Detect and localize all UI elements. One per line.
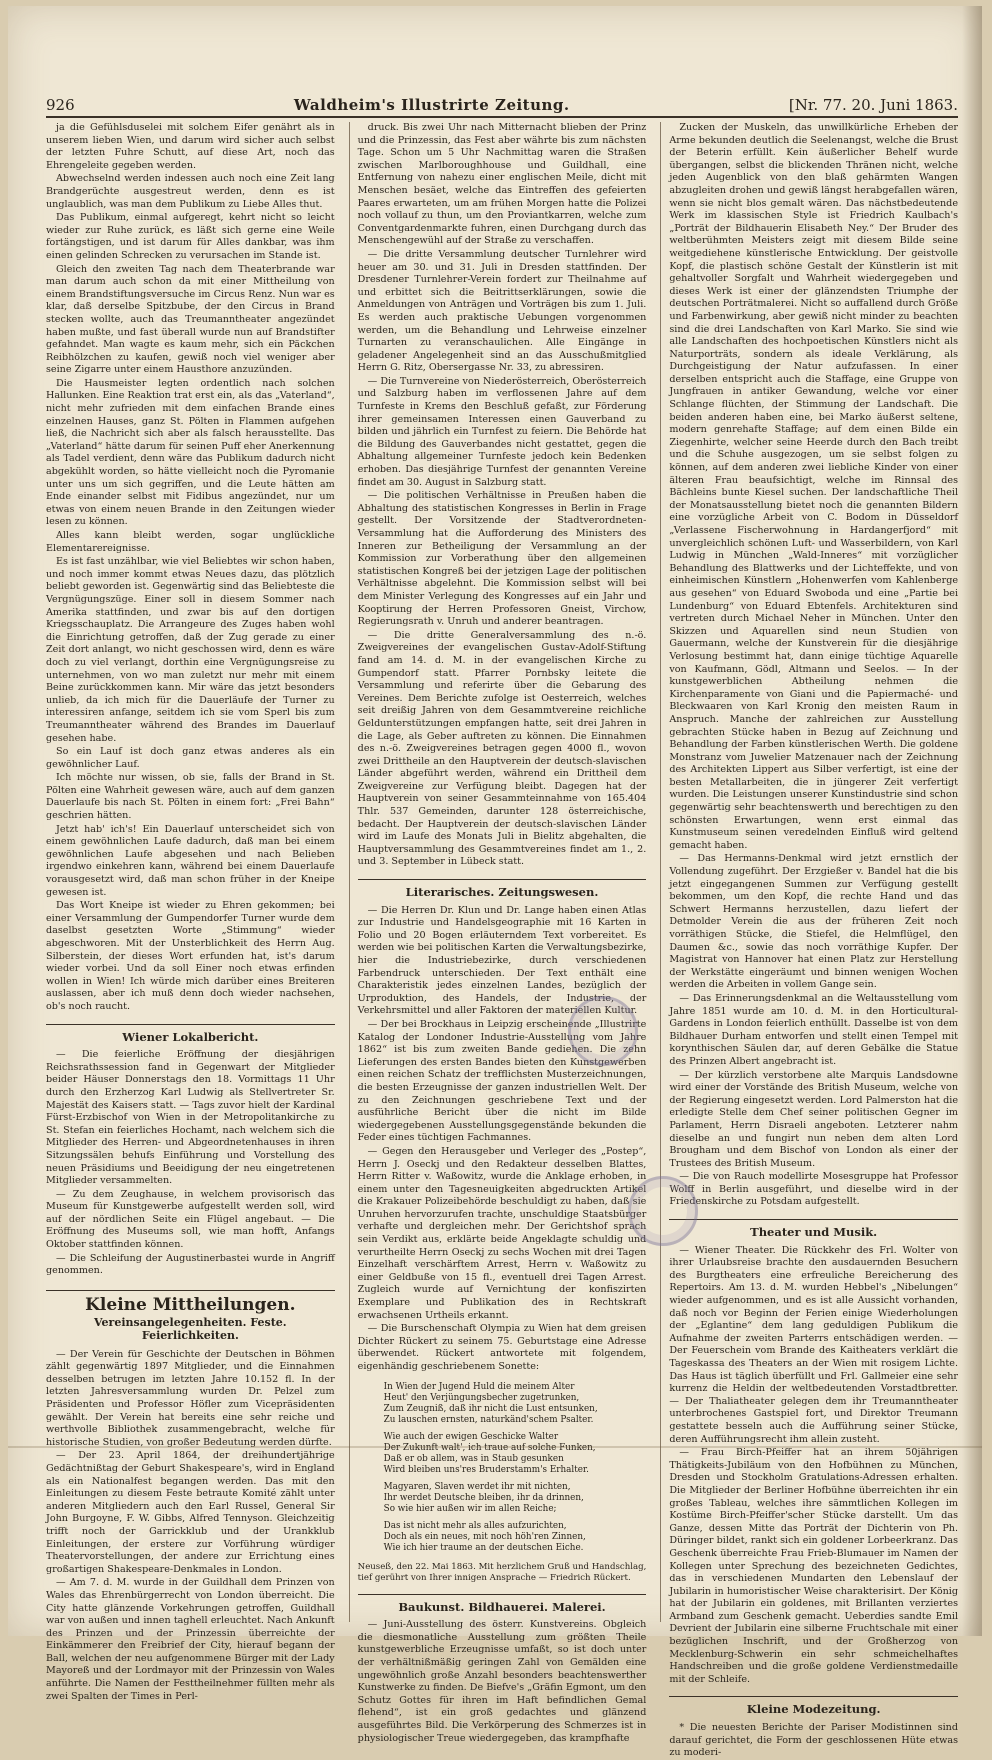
paragraph: Ich möchte nur wissen, ob sie, falls der Brand in St. Pölten eine Wahrheit gewesen wäre, auch auf dem ganzen Dauerlaufe bis nach St. Pölten in einem fort: „Frei Bahn“ geschrien hätten. (46, 772, 335, 822)
paragraph: Abwechselnd werden indessen auch noch eine Zeit lang Brandgerüchte ausgestreut werden, denn es ist unglaublich, was man dem Publikum zu Liebe Alles thut. (46, 173, 335, 210)
paragraph: So ein Lauf ist doch ganz etwas anderes als ein gewöhnlicher Lauf. (46, 746, 335, 770)
page-number: 926 (46, 96, 75, 114)
paragraph: — Die von Rauch modellirte Mosesgruppe hat Professor Wolff in Berlin ausgeführt, und dieselbe wird in der Friedenskirche zu Potsdam aufgestellt. (669, 1171, 959, 1208)
paragraph: — Der bei Brockhaus in Leipzig erscheinende „Illustrirte Katalog der Londoner Industrie-Ausstellung vom Jahre 1862“ ist bis zum zweiten Bande gediehen. Die zehn Lieferungen des ersten Bandes bieten den Kunstgewerben einen reichen Schatz der trefflichsten Musterzeichnungen, die besten Erzeugnisse der ganzen industriellen Welt. Der zu den Zeichnungen geschriebene Text und der ausführliche Bericht über die nicht im Bilde wiedergegebenen Ausstellungsgegenstände bekunden die Feder eines tüchtigen Fachmannes. (357, 1018, 647, 1144)
paragraph: — Das Hermanns-Denkmal wird jetzt ernstlich der Vollendung zugeführt. Der Erzgießer v. Bandel hat die bis jetzt eingegangenen Summen zur Verfügung gestellt bekommen, um den Kopf, die rechte Hand und das Schwert Hermanns herzustellen, dazu liefert der Detmolder Verein die aus der früheren Zeit noch vorräthigen Stücke, die Stiefel, die Helmflügel, den Daumen &c., sowie das noch vorräthige Kupfer. Der Magistrat von Hannover hat einen Platz zur Herstellung der Werkstätte eingeräumt und binnen wenigen Wochen werden die Arbeiten in vollem Gange sein. (669, 853, 959, 991)
paragraph: druck. Bis zwei Uhr nach Mitternacht blieben der Prinz und die Prinzessin, das Fest aber währte bis zum nächsten Tage. Schon um 5 Uhr Nachmittag waren die Straßen zwischen Marlboroughhouse und Guildhall, eine Entfernung von nahezu einer englischen Meile, dicht mit Menschen besäet, welche das Eintreffen des gefeierten Paares erwarteten, um am frühen Morgen hatte die Polizei noch vollauf zu thun, um den Proviantkarren, welche zum Conventgardenmarkte fuhren, einen Durchgang durch das Menschengewühl auf der Straße zu verschaffen. (357, 122, 647, 247)
paragraph: Alles kann bleibt werden, sogar unglückliche Elementarereignisse. (46, 530, 335, 554)
paragraph: — Die Herren Dr. Klun und Dr. Lange haben einen Atlas zur Industrie und Handelsgeographie mit 16 Karten in Folio und 20 Bogen erläuterndem Text vorbereitet. Es werden wie bei politischen Karten die Verwaltungsbezirke, hier die Industriebezirke, durch verschiedenen Farbendruck unterschieden. Der Text enthält eine Charakteristik jedes einzelnen Landes, bezüglich der Urproduktion, des Handels, der Industrie, der Verkehrsmittel und aller Faktoren der materiellen Kultur. (357, 904, 647, 1017)
library-stamp (628, 1176, 698, 1246)
lit-paragraphs (358, 905, 647, 1374)
paragraph: — Der kürzlich verstorbene alte Marquis Landsdowne wird einer der Vorstände des British Museum, welche von der Regierung eingesetzt werden. Lord Palmerston hat die erledigte Stelle dem Chef seiner politischen Gegner im Parlament, Herrn Disraeli angeboten. Letzterer nahm dieselbe an und fungirt nun neben dem alten Lord Brougham und dem Bischof von London als einer der Trustees des British Museum. (669, 1069, 959, 1169)
poem-line: Zu lauschen ernsten, naturkänd'schem Psalter. (383, 1414, 594, 1425)
paragraph: Die Hausmeister legten ordentlich nach solchen Hallunken. Eine Reaktion trat erst ein, als das „Vaterland“, nicht mehr zufrieden mit dem einfachen Brande eines einzelnen Hauses, ganz St. Pölten in Flammen aufgehen ließ, die Nachricht sich aber als falsch herausstellte. Das „Vaterland“ hätte darum für seinen Puff eher Anerkennung als Tadel verdient, denn wäre das Publikum dadurch nicht abgekühlt worden, so hätte vielleicht noch die Pyromanie unter uns um sich gegriffen, und die Leute hätten am Ende einander selbst mit Fidibus angezündet, nur um etwas von einem neuen Brande in den Zeitungen wieder lesen zu können. (46, 377, 335, 528)
paragraph: Gleich den zweiten Tag nach dem Theaterbrande war man darum auch schon da mit einer Mittheilung von einem Brandstiftungsversuche im Circus Renz. Nun war es klar, daß derselbe Spitzbube, der den Circus in Brand stecken wollte, auch das Treumanntheater angezündet haben mußte, und fast überall wurde nun auf Brandstifter gefahndet. Man wagte es kaum mehr, sich ein Päckchen Reibhölzchen zu kaufen, gewiß noch viel weniger aber seine Zigarre unter einem Hausthore anzuzünden. (46, 263, 335, 376)
poem-line: Der Zukunft walt', ich traue auf solche Funken, (383, 1442, 596, 1453)
paragraph: — Juni-Ausstellung des österr. Kunstvereins. Obgleich die diesmonatliche Ausstellung zum größten Theile kunstgewerbliche Erzeugnisse umfaßt, so ist doch unter der verhältnißmäßig geringen Zahl von Gemälden eine ungewöhnlich große Anzahl besonders beachtenswerther Kunstwerke zu finden. De Biefve's „Gräfin Egmont, um den Schutz Gottes für ihren im Haft befindlichen Gemal flehend“, ist ein groß gedachtes und glänzend ausgeführtes Bild. Die Verkörperung des Schmerzes ist in physiologischer Treue wiedergegeben, das krampfhafte (357, 1619, 647, 1744)
col2-paragraphs (358, 122, 647, 869)
section-title-modezeitung: Kleine Modezeitung. (669, 1696, 958, 1716)
paragraph: — Zu dem Zeughause, in welchem provisorisch das Museum für Kunstgewerbe aufgestellt werden soll, wird auf der nördlichen Seite ein Flügel angebaut. — Die Eröffnung des Museums soll, wie man hofft, Anfangs Oktober stattfinden können. (46, 1188, 335, 1251)
paragraph: * Die neuesten Berichte der Pariser Modistinnen sind darauf gerichtet, die Form der geschlossenen Hüte etwas zu moderi- (669, 1722, 959, 1759)
poem-line: Heut' den Verjüngungsbecher zugetrunken, (383, 1392, 580, 1403)
page-edge-shadow (962, 6, 982, 1636)
mode-paragraphs (669, 1722, 958, 1760)
paragraph: Das Publikum, einmal aufgeregt, kehrt nicht so leicht wieder zur Ruhe zurück, es läßt sich gerne eine Weile fortängstigen, und ist darum für Alles dankbar, was ihm einen gelinden Schrecken zu verursachen im Stande ist. (46, 212, 335, 261)
paragraph: — Das Erinnerungsdenkmal an die Weltausstellung vom Jahre 1851 wurde am 10. d. M. in den Horticultural-Gardens in London feierlich enthüllt. Dasselbe ist von dem Bildhauer Durham entworfen und stellt einen Tempel mit korynthischen Säulen dar, auf deren Gebälke die Statue des Prinzen Albert angebracht ist. (669, 992, 959, 1067)
paragraph: — Die Burschenschaft Olympia zu Wien hat dem greisen Dichter Rückert zu seinem 75. Geburtstage eine Adresse überwendet. Rückert antwortete mit folgendem, eigenhändig geschriebenem Sonette: (357, 1323, 647, 1372)
poem-line: In Wien der Jugend Huld die meinem Alter (383, 1381, 575, 1392)
lokal-paragraphs (46, 1049, 335, 1278)
poem-line: Wird bleiben uns'res Bruderstamm's Erhalter. (383, 1464, 589, 1475)
paragraph: — Die Turnvereine von Niederösterreich, Oberösterreich und Salzburg haben im verflossenen Jahre auf dem Turnfeste in Krems den Beschluß gefaßt, zur Förderung ihrer gemeinsamen Interessen einen Gauverband zu bilden und jährlich ein Turnfest zu feiern. Die Behörde hat die Bildung des Gauverbandes nicht gestattet, gegen die Abhaltung allgemeiner Turnfeste jedoch kein Bedenken erhoben. Das diesjährige Turnfest der genannten Vereine findet am 30. August in Salzburg statt. (357, 375, 647, 488)
theater-paragraphs (669, 1245, 958, 1687)
poem-line: Daß er ob allem, was in Staub gesunken (383, 1453, 564, 1464)
paper-fold-line (8, 1446, 982, 1448)
newspaper-page (8, 6, 982, 1759)
masthead: Waldheim's Illustrirte Zeitung. (293, 96, 570, 114)
page-header (46, 88, 958, 118)
paragraph: — Die feierliche Eröffnung der diesjährigen Reichsrathssession fand in Gegenwart der Mitglieder beider Häuser Donnerstags den 18. Vormittags 11 Uhr durch den Erzherzog Karl Ludwig als Stellvertreter Sr. Majestät des Kaisers statt. — Tags zuvor hielt der Kardinal Fürst-Erzbischof von Wien in der Metropolitankirche zu St. Stefan ein feierliches Hochamt, nach welchem sich die Mitglieder des Herren- und Abgeordnetenhauses in ihren Sitzungssälen behufs Einführung und Vorstellung des neuen Präsidiums und Beeidigung der neu eingetretenen Mitglieder versammelten. (46, 1049, 335, 1187)
columns (46, 122, 959, 1759)
poem-line: Wie auch der ewigen Geschicke Walter (383, 1431, 559, 1442)
library-stamp (568, 996, 638, 1066)
column-1 (46, 122, 335, 1702)
poem-stanza (366, 1521, 639, 1554)
section-title-vereinsangelegenheiten: Vereinsangelegenheiten. Feste. Feierlichkeiten. (94, 1316, 287, 1343)
poem-line: Wie ich hier traume an der deutschen Eiche. (383, 1542, 584, 1553)
poem-stanza (366, 1382, 639, 1426)
rueckert-sonnet (366, 1382, 639, 1554)
col3-paragraphs (669, 122, 958, 1209)
sonnet-signature: Neuseß, den 22. Mai 1863. Mit herzlichem Gruß und Handschlag, tief gerührt von Ihrer innigen Ansprache — Friedrich Rückert. (357, 1561, 647, 1583)
section-title-literarisches: Literarisches. Zeitungswesen. (358, 879, 647, 899)
poem-line: Das ist nicht mehr als alles aufzurichten, (383, 1520, 567, 1531)
section-title-theater: Theater und Musik. (669, 1219, 958, 1239)
section-title-baukunst: Baukunst. Bildhauerei. Malerei. (358, 1594, 647, 1614)
section-title-lokalbericht: Wiener Lokalbericht. (46, 1024, 335, 1044)
section-title-kleine-mittheilungen: Kleine Mittheilungen. (46, 1290, 335, 1312)
paragraph: Zucken der Muskeln, das unwillkürliche Erheben der Arme bekunden deutlich die Seelenangst, welche die Brust der Beterin erfüllt. Kein äußerlicher Behelf wurde übergangen, selbst die blickenden Thränen nicht, welche jeden Augenblick von den blaß gehärmten Wangen abzugleiten drohen und gewiß längst herabgefallen wären, wenn sie nicht blos gemalt wären. Das nächstbedeutende Werk im klassischen Style ist Friedrich Kaulbach's „Porträt der Bildhauerin Elisabeth Ney.“ Der Bruder des weltberühmten Meisters zeigt mit diesem Bilde seine weitgediehene künstlerische Entwicklung. Der geistvolle Kopf, die plastisch schöne Gestalt der Künstlerin ist mit gehaltvoller Sorgfalt und Wahrheit wiedergegeben und dieses Werk ist einer der glänzendsten Triumphe der deutschen Porträtmalerei. Nicht so auffallend durch Größe und Farbenwirkung, aber gewiß nicht minder zu beachten sind die drei Landschaften von Karl Marko. Sie sind wie alle Landschaften des hochpoetischen Künstlers nicht als Naturporträts, sondern als ideale Verklärung, als Durchgeistigung der Natur aufzufassen. In einer derselben entspricht auch die Staffage, eine Gruppe von Jungfrauen in antiker Gewandung, welche vor einer Schlange flüchten, der Stimmung der Landschaft. Die beiden anderen haben eine, bei Marko äußerst seltene, modern genrehafte Staffage; auf dem einen Bilde ein Ziegenhirte, welcher seine Heerde durch den Bach treibt und die Schuhe ausgezogen, um sie selbst folgen zu können, auf dem anderen zwei liebliche Kinder von einer älteren Frau beaufsichtigt, welche im Rinnsal des Bächleins bunte Kiesel suchen. Der landschaftliche Theil der Monatsausstellung bietet noch die genannten Bildern eine vorzügliche Arbeit von C. Bodom in Düsseldorf „Verlassene Fischerwohnung in Hardangerfjord“ mit unvergleichlich schönen Luft- und Wasserbildern, von Karl Ludwig in München „Wald-Inneres“ mit vorzüglicher Behandlung des Blattwerks und der Lichteffekte, und von einheimischen Künstlern „Hohenwerfen vom Kahlenberge aus gesehen“ von Eduard Swoboda und eine „Partie bei Lundenburg“ von Eduard Ebtenfels. Architekturen sind vertreten durch Michael Neher in München. Unter den Skizzen und Aquarellen sind neun Studien von Gauermann, welche der Kunstverein für die diesjährige Verlosung bestimmt hat, dann einige tüchtige Aquarelle von Kaufmann, Gödl, Altmann und Seelos. — In der kunstgewerblichen Abtheilung nehmen die Kirchenparamente von Giani und die Papiermaché- und Bleckwaaren von Karl Kronig den meisten Raum in Anspruch. Manche der zahlreichen zur Ausstellung gebrachten Stücke haben in Bezug auf Zeichnung und Behandlung der Farben künstlerischen Werth. Die goldene Monstranz vom Juwelier Matzenauer nach der Zeichnung des Architekten Lippert aus Silber verfertigt, ist eine der besten Metallarbeiten, die in jüngerer Zeit verfertigt wurden. Die Leistungen unserer Kunstindustrie sind schon gegenwärtig sehr beachtenswerth und berechtigen zu den schönsten Erwartungen, wenn erst einmal das Kunstmuseum seinen veredelnden Einfluß wird geltend gemacht haben. (669, 122, 959, 851)
poem-stanza (366, 1432, 639, 1476)
paragraph: Das Wort Kneipe ist wieder zu Ehren gekommen; bei einer Versammlung der Gumpendorfer Turner wurde dem daselbst gesetzten Worte „Stimmung“ wieder abgeschworen. Mit der Unsterblichkeit des Herrn Aug. Silberstein, der dieses Wort erfunden hat, ist's darum wieder vorbei. Und da soll Einer noch etwas erfinden wollen in Wien! Ich würde mich darüber eines Breiteren auslassen, aber ich muß denn doch wieder nachsehen, ob's noch raucht. (46, 900, 335, 1012)
paragraph: Es ist fast unzählbar, wie viel Beliebtes wir schon haben, und noch immer kommt etwas Neues dazu, das plötzlich beliebt geworden ist. Gegenwärtig sind das Beliebteste die Vergnügungszüge. Einer soll in diesem Sommer nach Amerika stattfinden, und zwar bis auf den dortigen Kriegsschauplatz. Die Arrangeure des Zuges haben wohl die Einrichtung getroffen, daß der Zug gerade zu einer Zeit dort anlangt, wo nicht geschossen wird, denn es wäre doch zu viel verlangt, dorthin eine Vergnügungsreise zu unternehmen, von wo man zuletzt nur mehr mit einem Beine zurückkommen kann. Mir wäre das jetzt besonders unlieb, da ich mich für die Dauerläufe der Turner zu interessiren anfange, seitdem ich sie vom Sperl bis zum Treumanntheater während des Brandes im Dauerlauf gesehen habe. (46, 556, 335, 744)
paragraph: — Am 7. d. M. wurde in der Guildhall dem Prinzen von Wales das Ehrenbürgerrecht von London überreicht. Die City hatte glänzende Vorkehrungen getroffen, Guildhall war von außen und innen taghell erleuchtet. Nach Ankunft des Prinzen und der Prinzessin überreichte der Einkämmerer den Freibrief der City, hierauf begann der Ball, welchen der neu aufgenommene Bürger mit der Lady Mayoreß und der Lordmayor mit der Prinzessin von Wales anführte. Die Namen der Festtheilnehmer füllten mehr als zwei Spalten der Times in Perl- (46, 1577, 335, 1702)
paragraph: ja die Gefühlsduselei mit solchem Eifer genährt als in unserem lieben Wien, und darum wird sicher auch selbst der letzten Fuhre Schutt, auf diese Art, noch das Ehrengeleite gegeben werden. (46, 122, 335, 171)
paragraph: — Die politischen Verhältnisse in Preußen haben die Abhaltung des statistischen Kongresses in Berlin in Frage gestellt. Der Vorsitzende der Stadtverordneten-Versammlung hat die Aufforderung des Ministers des Inneren zur Betheiligung der Versammlung an der Kommission zur Vorberathung über den allgemeinen statistischen Kongreß bei der jetzigen Lage der politischen Verhältnisse abgelehnt. Die Kommission selbst will bei dem Minister Verlegung des Kongresses auf ein Jahr und Kooptirung der Herren Professoren Gneist, Virchow, Regierungsrath v. Unruh und anderer beantragen. (357, 490, 647, 628)
poem-line: Doch als ein neues, mit noch höh'ren Zinnen, (383, 1531, 586, 1542)
paragraph: — Frau Birch-Pfeiffer hat an ihrem 50jährigen Thätigkeits-Jubiläum von den Hofbühnen zu München, Dresden und Stockholm Gratulations-Adressen erhalten. Die Mitglieder der Berliner Hofbühne überreichten ihr ein großes Tableau, welches ihre sämmtlichen Kollegen im Kostüme Birch-Pfeiffer'scher Stücke darstellt. Um das Ganze, dessen Mitte das Porträt der Dichterin von Ph. Düringer bildet, rankt sich ein goldener Lorbeerkranz. Das Geschenk überreichte Frau Frieb-Blumauer im Namen der Kollegen unter Sprechung des bezeichneten Gedichtes, das in verschiedenen Mundarten den Lebenslauf der Jubilarin in humoristischer Weise charakterisirt. Der König hat der Jubilarin ein goldenes, mit Brillanten verziertes Armband zum Geschenk gemacht. Ueberdies sandte Emil Devrient der Jubilarin eine silberne Fruchtschale mit einer bezüglichen Inschrift, und der Großherzog von Mecklenburg-Schwerin ein sehr schmeichelhaftes Handschreiben und die große goldene Verdienstmedaille mit der Schleife. (669, 1447, 959, 1685)
issue-info: [Nr. 77. 20. Juni 1863. (788, 96, 958, 114)
bau-paragraphs (358, 1619, 647, 1745)
paragraph: — Die dritte Generalversammlung des n.-ö. Zweigvereines der evangelischen Gustav-Adolf-Stiftung fand am 14. d. M. in der evangelischen Kirche zu Gumpendorf statt. Pfarrer Pornbsky leitete die Versammlung und referirte über die Gebarung des Vereines. Dem Berichte zufolge ist Oesterreich, welches seit dreißig Jahren von dem Gesammtvereine reichliche Geldunterstützungen empfangen hatte, seit drei Jahren in die Lage, als Geber auftreten zu können. Die Einnahmen des n.-ö. Zweigvereines betragen gegen 4000 fl., wovon zwei Drittheile an den Hauptverein der deutsch-slavischen Länder abgeführt werden, während ein Drittheil dem Zweigvereine zur Verfügung bleibt. Dagegen hat der Hauptverein von seiner Gesammteinnahme von 165.404 Thlr. 537 Gemeinden, darunter 128 österreichische, bedacht. Der Hauptverein der deutsch-slavischen Länder wird im Laufe des Monats Juli in Bielitz abgehalten, die Hauptversammlung des Gesammtvereines findet am 1., 2. und 3. September in Lübeck statt. (357, 629, 647, 868)
verein-paragraphs (46, 1349, 335, 1704)
paragraph: — Wiener Theater. Die Rückkehr des Frl. Wolter von ihrer Urlaubsreise brachte den ausdauernden Besuchern des Burgtheaters eine erfreuliche Bereicherung des Repertoirs. Am 13. d. M. wurden Hebbel's „Nibelungen“ wieder aufgenommen, und es ist alle Aussicht vorhanden, daß noch vor Beginn der Ferien einige Wiederholungen der „Eglantine“ dem lang geduldigen Publikum die Aufnahme der zweiten Parterrs entschädigen werden. — Der Feuerschein vom Brande des Kaitheaters verklärt die Tageskassa des Theaters an der Wien mit rosigem Lichte. Das Haus ist täglich überfüllt und Frl. Gallmeier eine sehr kurrenz die Heldin der weltbedeutenden Vorstadtbretter. — Der Thaliatheater gelegen dem ihr Treumanntheater unterbrochenes Gastspiel fort, und Direktor Treumann gestattete besseln auch die Aufführung seiner Stücke, deren Aufführungsrecht ihm allein zusteht. (669, 1244, 959, 1445)
paragraph: Jetzt hab' ich's! Ein Dauerlauf unterscheidet sich von einem gewöhnlichen Laufe dadurch, daß man bei einem gewöhnlichen Laufe abgesehen und nach Belieben irgendwo einkehren kann, während bei einem Dauerlaufe vorausgesetzt wird, daß man schon früher in der Kneipe gewesen ist. (46, 823, 335, 898)
paragraph: — Der 23. April 1864, der dreihundertjährige Gedächtnißtag der Geburt Shakespeare's, wird in England als ein Nationalfest begangen werden. Das mit den Einleitungen zu diesem Feste betraute Komité zählt unter anderen Mitgliedern auch den Earl Russel, General Sir John Burgoyne, F. W. Gibbs, Alfred Tennyson. Gleichzeitig trifft noch der Garrickklub und der Urankklub Einleitungen, der erstere zur Vorführung würdiger Theatervorstellungen, der andere zur Errichtung eines großartigen Shakespeare-Denkmales in London. (46, 1450, 335, 1575)
poem-stanza (366, 1482, 639, 1515)
column-2 (349, 122, 647, 1744)
paragraph: — Die Schleifung der Augustinerbastei wurde in Angriff genommen. (46, 1252, 335, 1277)
poem-line: Magyaren, Slaven werdet ihr mit nichten, (383, 1481, 571, 1492)
paragraph: — Der Verein für Geschichte der Deutschen in Böhmen zählt gegenwärtig 1897 Mitglieder, und die Einnahmen desselben betrugen im letzten Jahre 10.152 fl. In der letzten Jahresversammlung wurden Dr. Pelzel zum Präsidenten und Professor Höfler zum Vicepräsidenten gewählt. Der Verein hat bereits eine sehr reiche und werthvolle Bibliothek zusammengebracht, welche für historische Studien, von großer Bedeutung werden dürfte. (46, 1348, 335, 1448)
poem-line: So wie hier außen wir im allen Reiche; (383, 1503, 557, 1514)
col1-paragraphs (46, 122, 335, 1014)
paragraph: — Gegen den Herausgeber und Verleger des „Postep“, Herrn J. Oseckj und den Redakteur desselben Blattes, Herrn Ritter v. Waßowitz, wurde die Anklage erhoben, in einem unter den Tagesneuigkeiten abgedruckten Artikel die Krakauer Polizeibehörde beschuldigt zu haben, daß sie Unruhen hervorzurufen trachte, unschuldige Staatsbürger verhafte und dergleichen mehr. Der Gerichtshof sprach sein Verdikt aus, erklärte beide Angeklagte schuldig und verurtheilte Herrn Oseckj zu sechs Wochen mit drei Tagen Einzelhaft verschärftem Arrest, Herrn v. Waßowitz zu einer Geldbuße von 15 fl., eventuell drei Tagen Arrest. Zugleich wurde auf Vernichtung der konfiszirten Exemplare und Publikation des in Rechtskraft erwachsenen Urtheils erkannt. (357, 1145, 647, 1321)
paragraph: — Die dritte Versammlung deutscher Turnlehrer wird heuer am 30. und 31. Juli in Dresden stattfinden. Der Dresdener Turnlehrer-Verein fordert zur Theilnahme auf und erbittet sich die Beitrittserklärungen, sowie die Anmeldungen von Anträgen und Vorträgen bis zum 1. Juli. Es werden auch praktische Uebungen vorgenommen werden, um die Behandlung und Lehrweise einzelner Turnarten zu veranschaulichen. Alle Eingänge in geladener Angelegenheit sind an das Ausschußmitglied Herrn G. Ritz, Obersergasse Nr. 33, zu abressiren. (357, 248, 647, 374)
column-3 (660, 122, 959, 1759)
poem-line: Zum Zeugniß, daß ihr nicht die Lust entsunken, (383, 1403, 598, 1414)
poem-line: Ihr werdet Deutsche bleiben, ihr da drinnen, (383, 1492, 584, 1503)
